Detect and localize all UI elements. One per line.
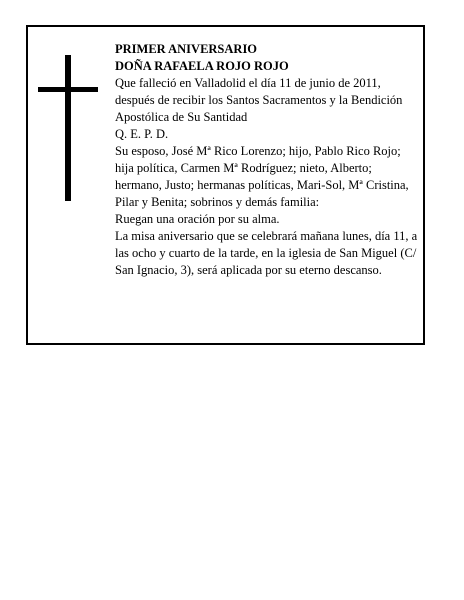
latin-cross-icon xyxy=(38,55,98,201)
family-paragraph: Su esposo, José Mª Rico Lorenzo; hijo, Pablo Rico Rojo; hija política, Carmen Mª Rodríguez; nieto, Alberto; hermano, Justo; hermanas políticas, Mari-Sol, Mª Cristina, Pilar y Benita; sobrinos y demás familia: xyxy=(115,144,409,209)
notice-text xyxy=(115,41,421,279)
mass-paragraph: La misa aniversario que se celebrará mañana lunes, día 11, a las ocho y cuarto de la tarde, en la iglesia de San Miguel (C/ San Ignacio, 3), será aplicada por su eterno descanso. xyxy=(115,229,418,277)
death-paragraph: Que falleció en Valladolid el día 11 de junio de 2011, después de recibir los Santos Sacramentos y la Bendición Apostólica de Su Santidad xyxy=(115,76,403,124)
obituary-notice xyxy=(26,25,425,345)
cross-horizontal-bar xyxy=(38,87,98,92)
cross-vertical-bar xyxy=(65,55,71,201)
notice-heading-name: DOÑA RAFAELA ROJO ROJO xyxy=(115,59,289,73)
qepd-line: Q. E. P. D. xyxy=(115,127,169,141)
notice-heading-anniversary: PRIMER ANIVERSARIO xyxy=(115,42,258,56)
prayer-paragraph: Ruegan una oración por su alma. xyxy=(115,212,280,226)
